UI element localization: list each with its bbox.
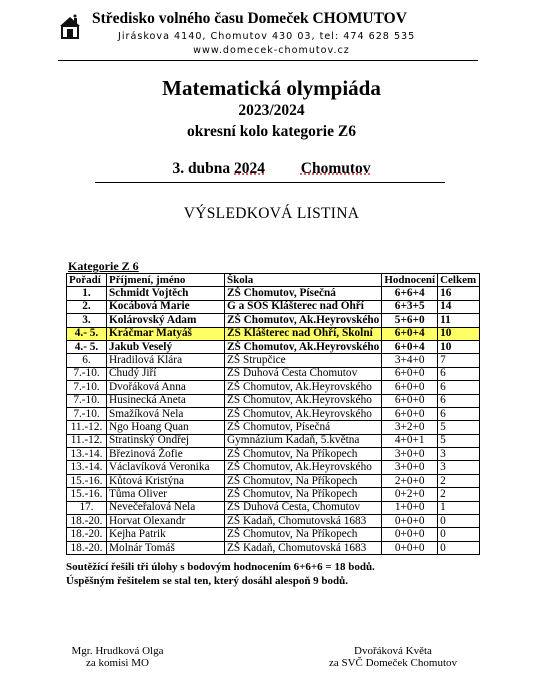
cell-total: 0	[438, 515, 480, 528]
cell-total: 16	[438, 287, 480, 300]
cell-school: ZŠ Chomutov, Ak.Heyrovského	[225, 314, 382, 327]
cell-total: 3	[438, 448, 480, 461]
cell-school: ZŠ Klášterec nad Ohří, Školní	[225, 327, 382, 340]
table-row	[67, 541, 480, 554]
cell-name: Kejha Patrik	[107, 528, 225, 541]
table-row	[67, 287, 480, 300]
cell-score: 3+0+0	[382, 448, 438, 461]
cell-school: ZŠ Chomutov, Ak.Heyrovského	[225, 340, 382, 353]
school-year: 2023/2024	[238, 102, 305, 119]
cell-name: Stratinský Ondřej	[107, 434, 225, 447]
cell-name: Jakub Veselý	[107, 340, 225, 353]
table-header-row	[67, 274, 480, 287]
cell-school: ZŠ Kadaň, Chomutovská 1683	[225, 515, 382, 528]
col-header-name: Příjmení, jméno	[107, 274, 225, 287]
table-row	[67, 528, 480, 541]
cell-rank: 18.-20.	[67, 515, 107, 528]
cell-name: Václavíková Veronika	[107, 461, 225, 474]
results-table	[66, 273, 480, 555]
cell-rank: 15.-16.	[67, 488, 107, 501]
cell-name: Chudý Jiří	[107, 367, 225, 380]
cell-rank: 7.-10.	[67, 367, 107, 380]
cell-total: 2	[438, 488, 480, 501]
col-header-school: Škola	[225, 274, 382, 287]
cell-score: 6+0+0	[382, 381, 438, 394]
cell-score: 0+0+0	[382, 515, 438, 528]
signature-left-role: za komisi MO	[86, 657, 149, 669]
cell-score: 0+2+0	[382, 488, 438, 501]
cell-total: 11	[438, 314, 480, 327]
cell-rank: 13.-14.	[67, 448, 107, 461]
cell-rank: 13.-14.	[67, 461, 107, 474]
cell-rank: 17.	[67, 501, 107, 514]
scoring-note: Soutěžící řešili tři úlohy s bodovým hodnocením 6+6+6 = 18 bodů.	[66, 561, 375, 573]
table-row	[67, 474, 480, 487]
cell-total: 6	[438, 394, 480, 407]
cell-name: Kolárovský Adam	[107, 314, 225, 327]
cell-rank: 7.-10.	[67, 394, 107, 407]
cell-school: ZŠ Strupčice	[225, 354, 382, 367]
table-row	[67, 381, 480, 394]
cell-rank: 11.-12.	[67, 434, 107, 447]
cell-total: 10	[438, 327, 480, 340]
table-row	[67, 515, 480, 528]
round-category: okresní kolo kategorie Z6	[187, 123, 356, 140]
organization-name: Středisko volného času Domeček CHOMUTOV	[92, 10, 407, 27]
table-row	[67, 394, 480, 407]
table-row	[67, 314, 480, 327]
house-logo-icon	[58, 14, 82, 40]
cell-school: ZŠ Chomutov, Písečná	[225, 421, 382, 434]
cell-total: 3	[438, 461, 480, 474]
cell-score: 6+0+0	[382, 407, 438, 420]
cell-total: 0	[438, 541, 480, 554]
header-divider	[58, 60, 478, 61]
cell-school: ZŠ Chomutov, Na Příkopech	[225, 448, 382, 461]
cell-total: 14	[438, 300, 480, 313]
cell-rank: 6.	[67, 354, 107, 367]
table-row	[67, 448, 480, 461]
event-location: Chomutov	[300, 160, 371, 177]
cell-rank: 7.-10.	[67, 407, 107, 420]
table-row	[67, 300, 480, 313]
table-row	[67, 488, 480, 501]
cell-name: Dvořáková Anna	[107, 381, 225, 394]
cell-score: 5+6+0	[382, 314, 438, 327]
cell-name: Kráčmar Matyáš	[107, 327, 225, 340]
cell-rank: 11.-12.	[67, 421, 107, 434]
cell-school: ZŠ Duhová Cesta Chomutov	[225, 367, 382, 380]
cell-score: 6+0+0	[382, 367, 438, 380]
col-header-rank: Pořadí	[67, 274, 107, 287]
category-label: Kategorie Z 6	[68, 259, 139, 273]
table-row	[67, 434, 480, 447]
cell-name: Březinová Žofie	[107, 448, 225, 461]
signature-left	[70, 645, 165, 669]
cell-total: 6	[438, 367, 480, 380]
cell-rank: 2.	[67, 300, 107, 313]
cell-score: 4+0+1	[382, 434, 438, 447]
cell-score: 3+2+0	[382, 421, 438, 434]
cell-name: Ngo Hoang Quan	[107, 421, 225, 434]
cell-total: 6	[438, 407, 480, 420]
cell-total: 1	[438, 501, 480, 514]
table-row	[67, 367, 480, 380]
document-title: Matematická olympiáda	[162, 76, 381, 100]
cell-score: 0+0+0	[382, 541, 438, 554]
table-row	[67, 501, 480, 514]
cell-rank: 18.-20.	[67, 541, 107, 554]
cell-score: 6+0+0	[382, 394, 438, 407]
cell-total: 5	[438, 434, 480, 447]
event-date-year: 2024	[234, 160, 266, 177]
cell-name: Molnár Tomáš	[107, 541, 225, 554]
event-date-day: 3. dubna	[172, 160, 231, 177]
cell-name: Husinecká Aneta	[107, 394, 225, 407]
col-header-scoring: Hodnocení	[382, 274, 438, 287]
cell-school: ZŠ Chomutov, Ak.Heyrovského	[225, 381, 382, 394]
cell-score: 3+0+0	[382, 461, 438, 474]
cell-school: ZŠ Chomutov, Ak.Heyrovského	[225, 407, 382, 420]
table-row	[67, 354, 480, 367]
cell-total: 0	[438, 528, 480, 541]
cell-score: 0+0+0	[382, 528, 438, 541]
cell-school: ZŠ Chomutov, Písečná	[225, 287, 382, 300]
cell-school: G a SOŠ Klášterec nad Ohří	[225, 300, 382, 313]
organization-website[interactable]: www.domecek-chomutov.cz	[193, 45, 350, 56]
signature-right-role: za SVČ Domeček Chomutov	[328, 657, 457, 669]
cell-score: 6+0+4	[382, 340, 438, 353]
cell-score: 2+0+0	[382, 474, 438, 487]
cell-school: ZŠ Duhová Cesta, Chomutov	[225, 501, 382, 514]
results-heading: VÝSLEDKOVÁ LISTINA	[183, 205, 360, 222]
cell-school: ZŠ Kadaň, Chomutovská 1683	[225, 541, 382, 554]
cell-school: ZŠ Chomutov, Ak.Heyrovského	[225, 461, 382, 474]
cell-total: 10	[438, 340, 480, 353]
cell-name: Kocábová Marie	[107, 300, 225, 313]
signature-right-name: Dvořáková Květa	[354, 645, 432, 657]
cell-school: ZŠ Chomutov, Na Příkopech	[225, 528, 382, 541]
cell-name: Smažíková Nela	[107, 407, 225, 420]
cell-school: ZŠ Chomutov, Na Příkopech	[225, 488, 382, 501]
table-row	[67, 407, 480, 420]
cell-school: Gymnázium Kadaň, 5.května	[225, 434, 382, 447]
cell-name: Horvat Olexandr	[107, 515, 225, 528]
cell-rank: 4.- 5.	[67, 340, 107, 353]
table-row	[67, 421, 480, 434]
cell-score: 1+0+0	[382, 501, 438, 514]
cell-rank: 7.-10.	[67, 381, 107, 394]
cell-total: 5	[438, 421, 480, 434]
col-header-total: Celkem	[438, 274, 480, 287]
cell-score: 3+4+0	[382, 354, 438, 367]
cell-rank: 3.	[67, 314, 107, 327]
cell-total: 2	[438, 474, 480, 487]
cell-name: Kůtová Kristýna	[107, 474, 225, 487]
table-row	[67, 461, 480, 474]
signature-right	[318, 645, 468, 669]
table-row	[67, 327, 480, 340]
cell-school: ZŠ Chomutov, Ak.Heyrovského	[225, 394, 382, 407]
cell-rank: 1.	[67, 287, 107, 300]
cell-name: Nevečeřalová Nela	[107, 501, 225, 514]
date-divider	[95, 182, 445, 183]
date-location-line	[0, 160, 543, 178]
cell-rank: 18.-20.	[67, 528, 107, 541]
cell-score: 6+0+4	[382, 327, 438, 340]
cell-school: ZŠ Chomutov, Na Příkopech	[225, 474, 382, 487]
cell-total: 6	[438, 381, 480, 394]
signature-left-name: Mgr. Hrudková Olga	[71, 645, 164, 657]
cell-rank: 15.-16.	[67, 474, 107, 487]
cell-rank: 4.- 5.	[67, 327, 107, 340]
table-row	[67, 340, 480, 353]
organization-address: Jiráskova 4140, Chomutov 430 03, tel: 474 628 535	[118, 31, 416, 42]
cell-name: Tůma Oliver	[107, 488, 225, 501]
cell-name: Hradilová Klára	[107, 354, 225, 367]
success-note: Úspěšným řešitelem se stal ten, který dosáhl alespoň 9 bodů.	[66, 575, 349, 587]
cell-score: 6+3+5	[382, 300, 438, 313]
cell-score: 6+6+4	[382, 287, 438, 300]
cell-name: Schmidt Vojtěch	[107, 287, 225, 300]
cell-total: 7	[438, 354, 480, 367]
